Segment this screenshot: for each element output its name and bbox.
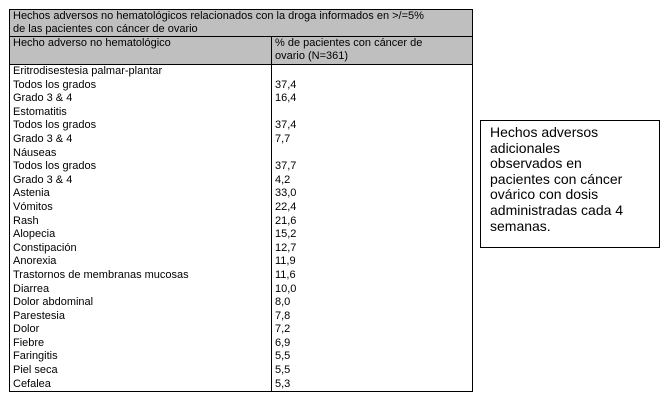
adverse-events-table — [9, 9, 473, 392]
percent-cell: 5,5 — [275, 350, 291, 363]
percent-cell: 7,7 — [275, 132, 291, 145]
table-row — [10, 310, 472, 324]
percent-cell: 6,9 — [275, 336, 291, 349]
adverse-event-cell: Todos los grados — [10, 79, 272, 93]
percent-cell: 7,2 — [275, 323, 291, 336]
table-row — [10, 106, 472, 120]
percent-cell — [272, 147, 472, 161]
side-note-line: adicionales — [490, 139, 561, 156]
table-row — [10, 296, 472, 310]
adverse-event-cell: Cefalea — [10, 378, 272, 392]
percent-cell: 15,2 — [275, 228, 297, 241]
table-caption-line-2: de las pacientes con cáncer de ovario — [13, 23, 198, 36]
adverse-event-cell: Todos los grados — [10, 119, 272, 133]
table-row — [10, 242, 472, 256]
table-header-row — [10, 37, 472, 65]
percent-cell: 16,4 — [275, 92, 297, 105]
table-row — [10, 337, 472, 351]
adverse-event-cell: Piel seca — [10, 364, 272, 378]
table-row — [10, 323, 472, 337]
percent-cell: 5,5 — [275, 364, 291, 377]
adverse-event-cell: Dolor — [10, 323, 272, 337]
percent-cell: 37,4 — [275, 78, 297, 91]
side-note-line: Hechos adversos — [490, 124, 599, 140]
adverse-event-cell: Trastornos de membranas mucosas — [10, 269, 272, 283]
percent-cell: 5,3 — [275, 377, 291, 390]
table-row — [10, 79, 472, 93]
table-caption — [10, 10, 472, 37]
adverse-event-cell: Náuseas — [10, 147, 272, 161]
adverse-event-cell: Grado 3 & 4 — [10, 174, 272, 188]
table-row — [10, 228, 472, 242]
percent-cell: 12,7 — [275, 241, 297, 254]
adverse-event-cell: Estomatitis — [10, 106, 272, 120]
percent-cell: 7,8 — [275, 309, 291, 322]
table-row — [10, 187, 472, 201]
adverse-event-cell: Eritrodisestesia palmar-plantar — [10, 65, 272, 79]
side-note-line: observados en — [490, 155, 582, 172]
header-adverse-event: Hecho adverso no hematológico — [10, 37, 272, 64]
adverse-event-cell: Diarrea — [10, 283, 272, 297]
adverse-event-cell: Anorexia — [10, 255, 272, 269]
table-row — [10, 269, 472, 283]
adverse-event-cell: Fiebre — [10, 337, 272, 351]
table-row — [10, 160, 472, 174]
side-note-line: semanas. — [490, 217, 551, 234]
table-body — [10, 65, 472, 391]
percent-cell — [272, 106, 472, 120]
adverse-event-cell: Constipación — [10, 242, 272, 256]
percent-cell: 37,4 — [275, 119, 297, 132]
table-row — [10, 255, 472, 269]
table-row — [10, 147, 472, 161]
adverse-event-cell: Todos los grados — [10, 160, 272, 174]
adverse-event-cell: Grado 3 & 4 — [10, 133, 272, 147]
adverse-event-cell: Dolor abdominal — [10, 296, 272, 310]
percent-cell: 10,0 — [275, 282, 297, 295]
table-row — [10, 364, 472, 378]
percent-cell — [272, 65, 472, 79]
table-caption-line-1: Hechos adversos no hematológicos relacionados con la droga informados en >/=5% — [13, 10, 424, 22]
table-row — [10, 65, 472, 79]
table-row — [10, 92, 472, 106]
percent-cell: 11,6 — [275, 268, 296, 281]
adverse-event-cell: Faringitis — [10, 350, 272, 364]
percent-cell: 21,6 — [275, 214, 297, 227]
adverse-event-cell: Parestesia — [10, 310, 272, 324]
table-row — [10, 201, 472, 215]
header-percent-patients — [272, 37, 472, 64]
table-row — [10, 283, 472, 297]
side-note-box — [480, 120, 660, 248]
table-row — [10, 174, 472, 188]
adverse-event-cell: Vómitos — [10, 201, 272, 215]
percent-cell: 33,0 — [275, 187, 297, 200]
adverse-event-cell: Astenia — [10, 187, 272, 201]
header-percent-line-2: ovario (N=361) — [275, 50, 349, 63]
percent-cell: 8,0 — [275, 296, 291, 309]
side-note-line: pacientes con cáncer — [490, 170, 623, 187]
percent-cell: 11,9 — [275, 255, 296, 268]
table-row — [10, 350, 472, 364]
header-percent-line-1: % de pacientes con cáncer de — [275, 37, 423, 49]
table-row — [10, 378, 472, 392]
table-row — [10, 119, 472, 133]
adverse-event-cell: Rash — [10, 215, 272, 229]
table-row — [10, 133, 472, 147]
side-note-line: ovárico con dosis — [490, 186, 599, 203]
adverse-event-cell: Grado 3 & 4 — [10, 92, 272, 106]
side-note-line: administradas cada 4 — [490, 201, 624, 218]
percent-cell: 37,7 — [275, 160, 297, 173]
adverse-event-cell: Alopecia — [10, 228, 272, 242]
table-row — [10, 215, 472, 229]
percent-cell: 4,2 — [275, 173, 291, 186]
percent-cell: 22,4 — [275, 200, 297, 213]
